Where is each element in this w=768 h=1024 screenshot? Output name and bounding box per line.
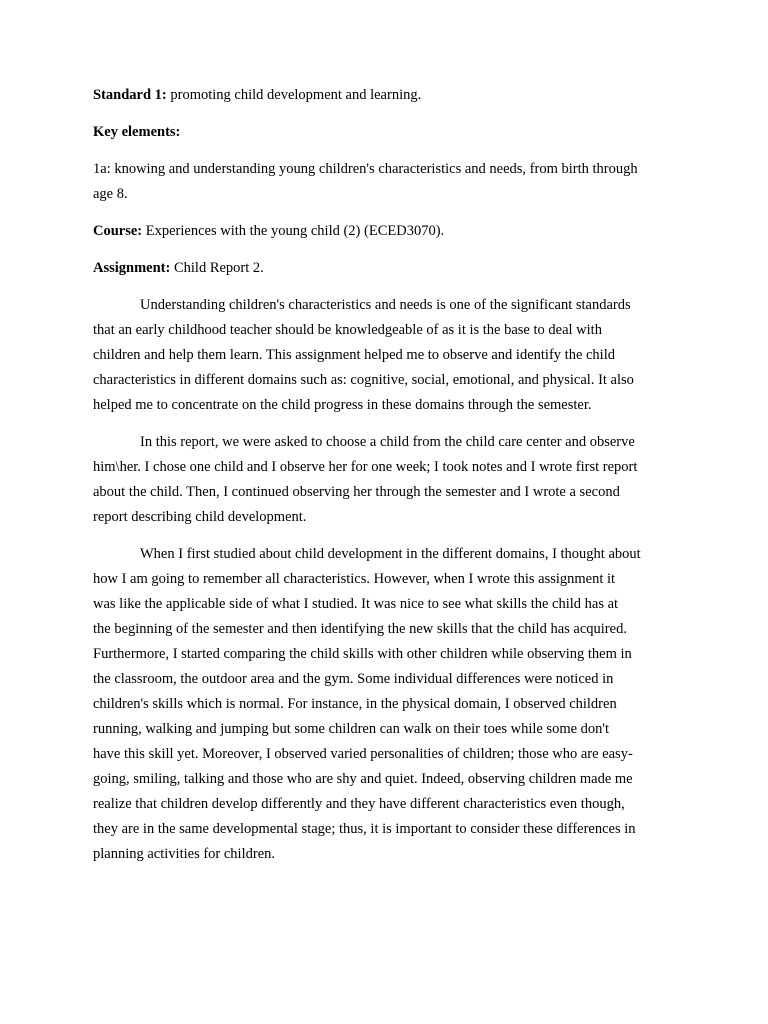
paragraph-2: [93, 430, 683, 530]
paragraph-line: running, walking and jumping but some children can walk on their toes while some don't: [93, 721, 610, 737]
paragraph-line: When I first studied about child development in the different domains, I thought about: [140, 546, 641, 562]
key-elements-label: Key elements:: [93, 124, 181, 140]
paragraph-line: that an early childhood teacher should be knowledgeable of as it is the base to deal with: [93, 322, 602, 338]
standard-label: Standard 1:: [93, 87, 167, 103]
course-value: Experiences with the young child (2) (ECED3070).: [145, 223, 445, 239]
assignment-label: Assignment:: [93, 260, 171, 276]
paragraph-line: was like the applicable side of what I studied. It was nice to see what skills the child has at: [93, 596, 619, 612]
paragraph-line: Understanding children's characteristics and needs is one of the significant standards: [140, 297, 631, 313]
paragraph-line: him\her. I chose one child and I observe her for one week; I took notes and I wrote first report: [93, 459, 638, 475]
assignment-value: Child Report 2.: [173, 260, 264, 276]
paragraph-line: helped me to concentrate on the child progress in these domains through the semester.: [93, 397, 592, 413]
key-element-1a: [93, 157, 683, 207]
paragraph-line: children's skills which is normal. For instance, in the physical domain, I observed children: [93, 696, 617, 712]
document-content: [93, 83, 683, 879]
paragraph-line: characteristics in different domains such as: cognitive, social, emotional, and physical. It also: [93, 372, 634, 388]
paragraph-line: In this report, we were asked to choose a child from the child care center and observe: [140, 434, 635, 450]
paragraph-1: [93, 293, 683, 418]
paragraph-line: about the child. Then, I continued observing her through the semester and I wrote a second: [93, 484, 620, 500]
key-element-line: age 8.: [93, 186, 128, 202]
paragraph-3: [93, 542, 683, 867]
paragraph-line: how I am going to remember all characteristics. However, when I wrote this assignment it: [93, 571, 616, 587]
paragraph-line: the classroom, the outdoor area and the gym. Some individual differences were noticed in: [93, 671, 614, 687]
standard-value: promoting child development and learning.: [170, 87, 422, 103]
paragraph-line: report describing child development.: [93, 509, 307, 525]
key-elements-heading: [93, 120, 683, 145]
standard-line: [93, 83, 683, 108]
paragraph-line: they are in the same developmental stage; thus, it is important to consider these differences in: [93, 821, 636, 837]
paragraph-line: going, smiling, talking and those who are shy and quiet. Indeed, observing children made me: [93, 771, 633, 787]
paragraph-line: have this skill yet. Moreover, I observed varied personalities of children; those who are easy-: [93, 746, 633, 762]
paragraph-line: Furthermore, I started comparing the child skills with other children while observing them in: [93, 646, 632, 662]
paragraph-line: children and help them learn. This assignment helped me to observe and identify the child: [93, 347, 615, 363]
paragraph-line: the beginning of the semester and then identifying the new skills that the child has acquired.: [93, 621, 627, 637]
course-label: Course:: [93, 223, 143, 239]
paragraph-line: planning activities for children.: [93, 846, 276, 862]
key-element-line: 1a: knowing and understanding young children's characteristics and needs, from birth through: [93, 161, 638, 177]
course-line: [93, 219, 683, 244]
paragraph-line: realize that children develop differently and they have different characteristics even though,: [93, 796, 625, 812]
assignment-line: [93, 256, 683, 281]
